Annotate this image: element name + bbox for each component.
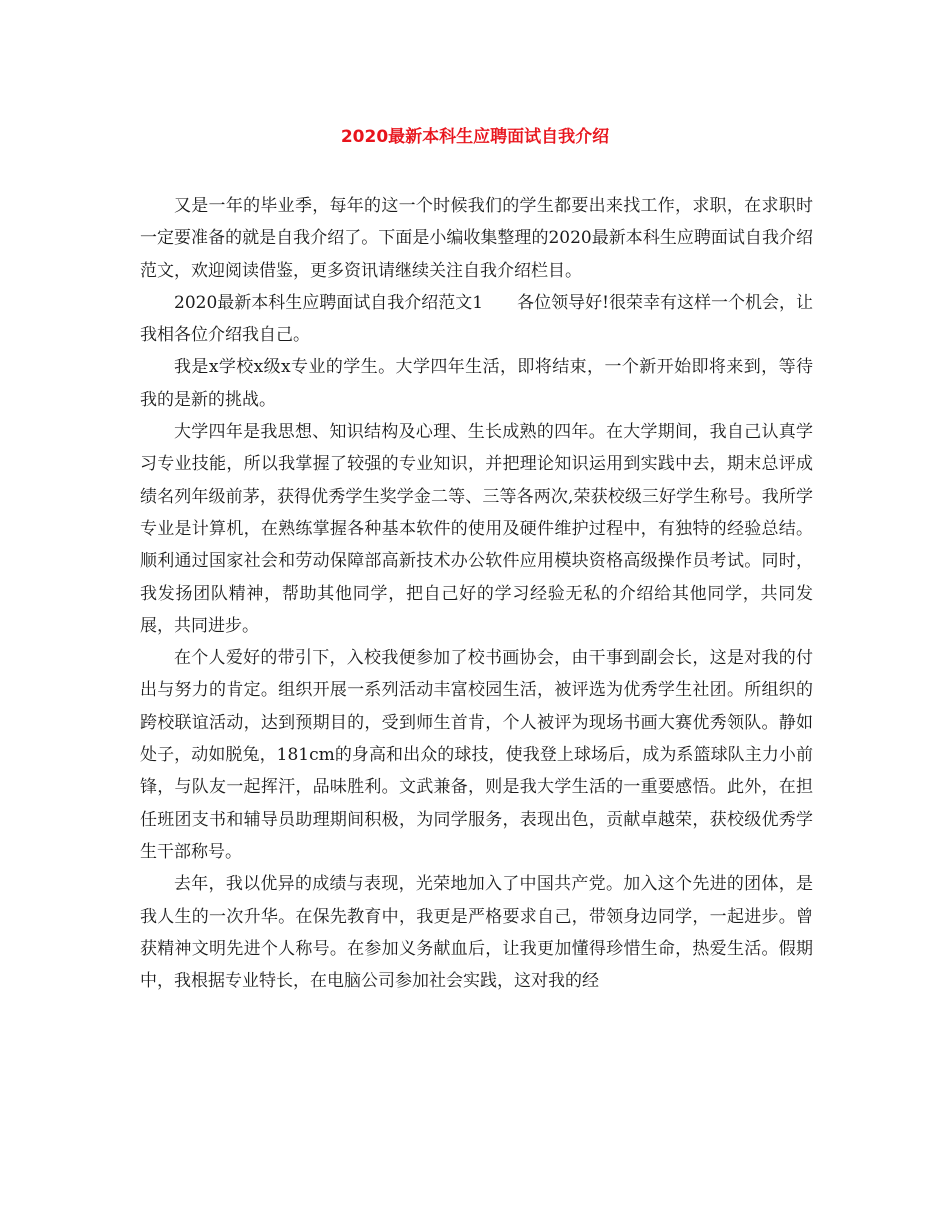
paragraph-activities: 在个人爱好的带引下，入校我便参加了校书画协会，由干事到副会长，这是对我的付出与努力的肯定。组织开展一系列活动丰富校园生活，被评选为优秀学生社团。所组织的跨校联谊活动，达到预期目的，受到师生首肯，个人被评为现场书画大赛优秀领队。静如处子，动如脱兔，181cm的身高和出众的球技，使我登上球场后，成为系篮球队主力小前锋，与队友一起挥汗，品味胜利。文武兼备，则是我大学生活的一重要感悟。此外，在担任班团支书和辅导员助理期间积极，为同学服务，表现出色，贡献卓越荣，获校级优秀学生干部称号。: [140, 648, 813, 862]
document-title: 2020最新本科生应聘面试自我介绍: [340, 127, 610, 147]
paragraph-sample-heading: 2020最新本科生应聘面试自我介绍范文1 各位领导好!很荣幸有这样一个机会，让我相各位介绍我自己。: [140, 292, 813, 346]
paragraph-study: 大学四年是我思想、知识结构及心理、生长成熟的四年。在大学期间，我自己认真学习专业技能，所以我掌握了较强的专业知识，并把理论知识运用到实践中去，期末总评成绩名列年级前茅，获得优秀学生奖学金二等、三等各两次,荣获校级三好学生称号。我所学专业是计算机，在熟练掌握各种基本软件的使用及硬件维护过程中，有独特的经验总结。顺利通过国家社会和劳动保障部高新技术办公软件应用模块资格高级操作员考试。同时，我发扬团队精神，帮助其他同学，把自己好的学习经验无私的介绍给其他同学，共同发展，共同进步。: [140, 422, 813, 636]
document-body: [140, 190, 813, 997]
paragraph-self-intro: 我是x学校x级x专业的学生。大学四年生活，即将结束，一个新开始即将来到，等待我的是新的挑战。: [140, 357, 813, 410]
paragraph-intro: 又是一年的毕业季，每年的这一个时候我们的学生都要出来找工作，求职，在求职时一定要准备的就是自我介绍了。下面是小编收集整理的2020最新本科生应聘面试自我介绍范文，欢迎阅读借鉴，更多资讯请继续关注自我介绍栏目。: [140, 196, 813, 281]
paragraph-party: 去年，我以优异的成绩与表现，光荣地加入了中国共产党。加入这个先进的团体，是我人生的一次升华。在保先教育中，我更是严格要求自己，带领身边同学，一起进步。曾获精神文明先进个人称号。在参加义务献血后，让我更加懂得珍惜生命，热爱生活。假期中，我根据专业特长，在电脑公司参加社会实践，这对我的经: [140, 874, 813, 992]
